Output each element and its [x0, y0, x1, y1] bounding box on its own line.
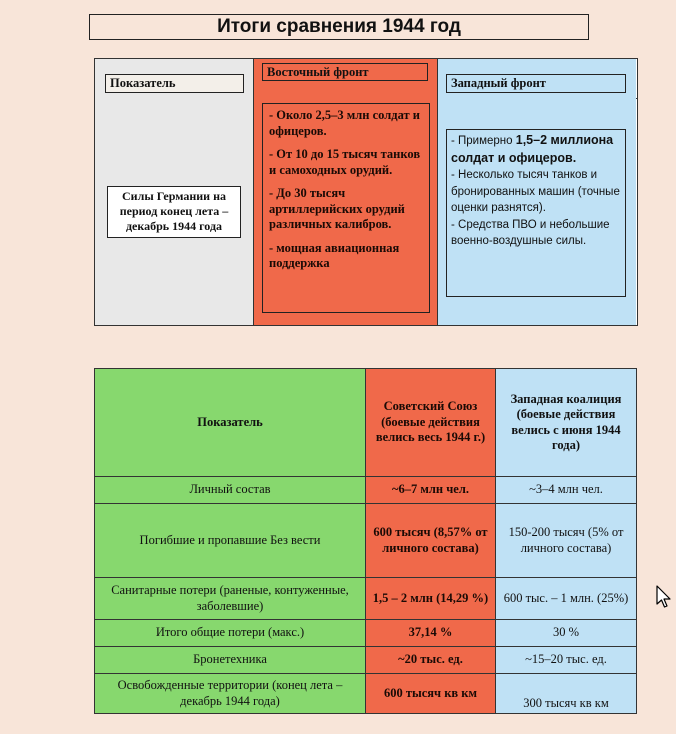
table-row — [95, 477, 637, 504]
west-item-bold: 1,5–2 миллиона солдат и офицеров. — [451, 133, 614, 165]
east-item: - От 10 до 15 тысяч танков и самоходных орудий. — [269, 147, 421, 177]
east-front-header: Восточный фронт — [262, 63, 428, 81]
row-indicator: Санитарные потери (раненые, контуженные, заболевшие) — [95, 578, 366, 620]
indicator-cell: Силы Германии на период конец лета – декабрь 1944 года — [107, 186, 241, 238]
germany-forces-table — [94, 58, 638, 326]
table-row — [95, 647, 637, 674]
indicator-header: Показатель — [105, 74, 244, 93]
west-item-prefix: - Примерно — [451, 135, 516, 147]
row-ussr-value: 37,14 % — [366, 620, 496, 647]
east-front-column — [254, 59, 438, 325]
east-front-details — [262, 103, 430, 313]
west-front-details — [446, 129, 626, 297]
row-west-value: ~3–4 млн чел. — [496, 477, 637, 504]
east-item: - До 30 тысяч артиллерийских орудий различных калибров. — [269, 186, 405, 231]
row-ussr-value: ~20 тыс. ед. — [366, 647, 496, 674]
row-west-value: ~15–20 тыс. ед. — [496, 647, 637, 674]
west-front-column — [438, 59, 636, 325]
row-west-value: 30 % — [496, 620, 637, 647]
row-indicator: Бронетехника — [95, 647, 366, 674]
table-row — [95, 620, 637, 647]
header-western-coalition: Западная коалиция (боевые действия велись с июня 1944 года) — [496, 369, 637, 477]
indicator-column — [95, 59, 254, 325]
header-indicator: Показатель — [95, 369, 366, 477]
slide-title: Итоги сравнения 1944 год — [89, 14, 589, 40]
west-front-header: Западный фронт — [446, 74, 626, 93]
row-indicator: Погибшие и пропавшие Без вести — [95, 504, 366, 578]
row-ussr-value: 600 тысяч (8,57% от личного состава) — [366, 504, 496, 578]
table-row — [95, 504, 637, 578]
header-ussr: Советский Союз (боевые действия велись весь 1944 г.) — [366, 369, 496, 477]
row-indicator: Личный состав — [95, 477, 366, 504]
losses-comparison-table — [94, 368, 637, 714]
row-indicator: Итого общие потери (макс.) — [95, 620, 366, 647]
table-header-row — [95, 369, 637, 477]
table-row — [95, 578, 637, 620]
row-indicator: Освобожденные территории (конец лета – декабрь 1944 года) — [95, 674, 366, 714]
row-ussr-value: ~6–7 млн чел. — [366, 477, 496, 504]
west-item: - Несколько тысяч танков и бронированных машин (точные оценки разнятся). — [451, 169, 620, 214]
west-item: - Средства ПВО и небольшие военно-воздушные силы. — [451, 218, 610, 247]
east-item: - мощная авиационная поддержка — [269, 240, 400, 270]
row-west-value: 150-200 тысяч (5% от личного состава) — [496, 504, 637, 578]
row-ussr-value: 600 тысяч кв км — [366, 674, 496, 714]
west-item — [451, 132, 621, 167]
east-item: - Около 2,5–3 млн солдат и офицеров. — [269, 108, 420, 138]
row-ussr-value: 1,5 – 2 млн (14,29 %) — [366, 578, 496, 620]
mouse-pointer-icon — [656, 585, 672, 609]
table-row — [95, 674, 637, 714]
row-west-value: 600 тыс. – 1 млн. (25%) — [496, 578, 637, 620]
row-west-value: 300 тысяч кв км — [496, 674, 637, 714]
